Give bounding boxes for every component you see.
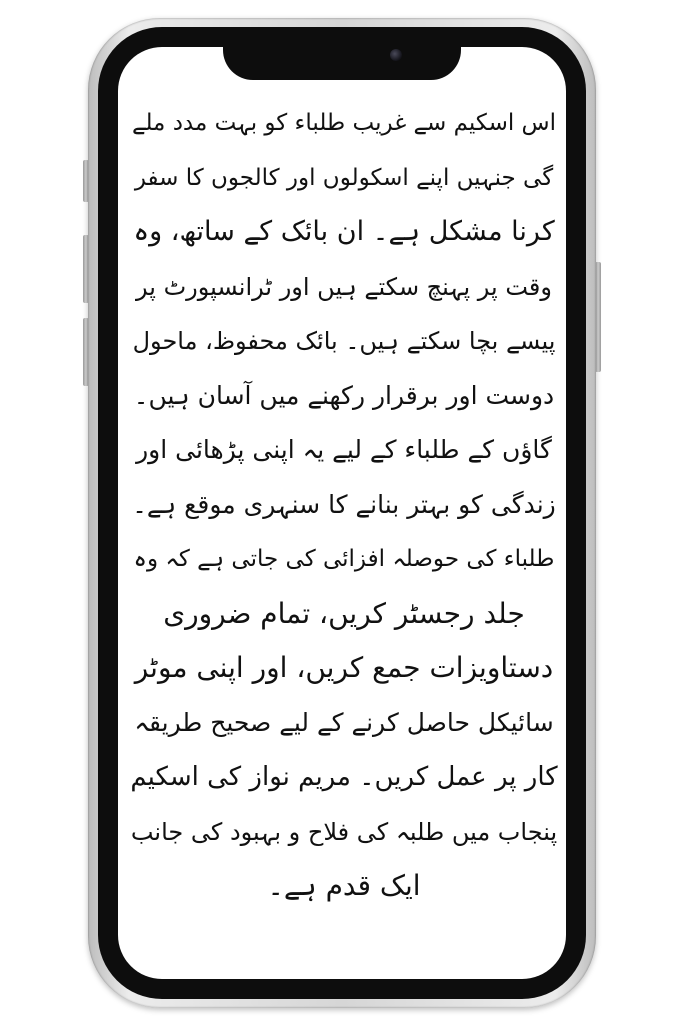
text-line: سائیکل حاصل کرنے کے لیے صحیح طریقہ — [134, 707, 554, 737]
text-line: گی جنہیں اپنے اسکولوں اور کالجوں کا سفر — [134, 164, 554, 191]
text-line: ایک قدم ہے۔ — [267, 869, 421, 902]
text-line: گاؤں کے طلباء کے لیے یہ اپنی پڑھائی اور — [136, 435, 552, 464]
text-line: کار پر عمل کریں۔ مریم نواز کی اسکیم — [130, 762, 558, 792]
phone-notch — [223, 38, 461, 80]
urdu-article-text — [130, 96, 558, 914]
front-camera-icon — [390, 49, 402, 61]
text-line: جلد رجسٹر کریں، تمام ضروری — [163, 596, 525, 630]
text-line: دستاویزات جمع کریں، اور اپنی موٹر — [134, 651, 554, 684]
text-line: طلباء کی حوصلہ افزائی کی جاتی ہے کہ وہ — [133, 546, 555, 572]
text-line: پیسے بچا سکتے ہیں۔ بائک محفوظ، ماحول — [132, 327, 556, 355]
text-line: کرنا مشکل ہے۔ ان بائک کے ساتھ، وہ — [133, 216, 555, 247]
text-line: زندگی کو بہتر بنانے کا سنہری موقع ہے۔ — [132, 489, 556, 519]
text-line: اس اسکیم سے غریب طلباء کو بہت مدد ملے — [131, 110, 557, 136]
text-line: پنجاب میں طلبہ کی فلاح و بہبود کی جانب — [130, 817, 558, 846]
text-line: وقت پر پہنچ سکتے ہیں اور ٹرانسپورٹ پر — [136, 272, 552, 301]
text-line: دوست اور برقرار رکھنے میں آسان ہیں۔ — [133, 380, 555, 410]
